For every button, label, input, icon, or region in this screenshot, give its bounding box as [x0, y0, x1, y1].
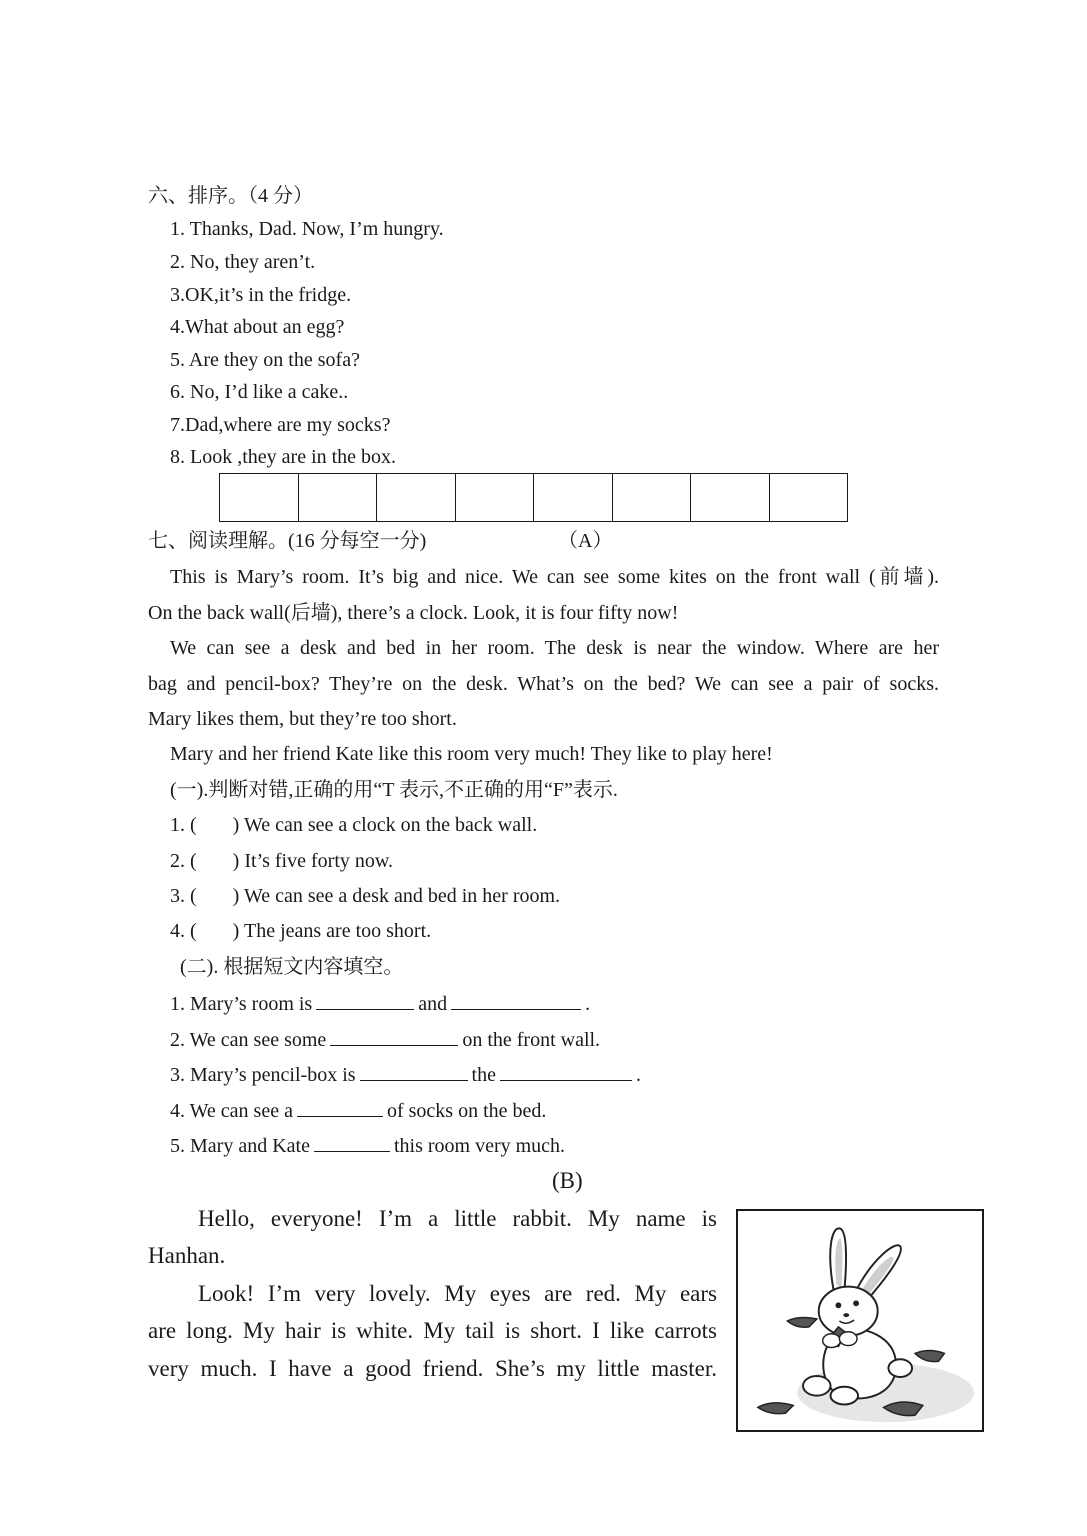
order-answer-box[interactable] [455, 474, 534, 522]
order-item-6: 6. No, I’d like a cake.. [170, 381, 349, 403]
fill-text: on the front wall. [462, 1029, 601, 1051]
tf-statement: It’s five forty now. [244, 850, 394, 872]
part-b-line: are long. My hair is white. My tail is short. I like carrots [148, 1318, 717, 1343]
fill-item-4 [170, 1096, 546, 1124]
tf-close: ) [232, 850, 240, 872]
part-b-line: Hanhan. [148, 1243, 226, 1268]
fill-blank[interactable] [316, 989, 414, 1010]
fill-text: 4. We can see a [170, 1100, 293, 1122]
order-item-7: 7.Dad,where are my socks? [170, 414, 391, 436]
order-answer-box[interactable] [298, 474, 377, 522]
order-answer-grid [219, 473, 848, 522]
part-b-label: (B) [552, 1168, 583, 1193]
tf-statement: The jeans are too short. [243, 920, 432, 942]
order-answer-box[interactable] [220, 474, 299, 522]
fill-blank[interactable] [451, 989, 581, 1010]
fill-item-3 [170, 1060, 641, 1088]
tf-close: ) [232, 814, 240, 836]
fill-text: 2. We can see some [170, 1029, 327, 1051]
tf-item [170, 918, 431, 944]
passage-line: Mary likes them, but they’re too short. [148, 708, 457, 730]
order-answer-box[interactable] [769, 474, 848, 522]
passage-line: We can see a desk and bed in her room. The desk is near the window. Where are her [170, 637, 939, 659]
fill-blank[interactable] [297, 1096, 383, 1117]
fill-text: 3. Mary’s pencil-box is [170, 1064, 356, 1086]
fill-item-5 [170, 1131, 565, 1159]
fill-text: . [635, 1064, 641, 1086]
passage-line: On the back wall(后墙), there’s a clock. Look, it is four fifty now! [148, 602, 679, 624]
fill-blank[interactable] [360, 1060, 468, 1081]
section7-heading: 七、阅读理解。(16 分每空一分) [148, 530, 427, 552]
fill-text: and [418, 993, 448, 1015]
tf-item [170, 812, 537, 838]
tf-close: ) [232, 885, 240, 907]
passage-line: This is Mary’s room. It’s big and nice. We can see some kites on the front wall (前墙). [170, 566, 939, 588]
tf-statement: We can see a desk and bed in her room. [243, 885, 561, 907]
fill-text: this room very much. [393, 1135, 566, 1157]
fill-text: . [585, 993, 591, 1015]
fill-text: the [471, 1064, 496, 1086]
order-item-8: 8. Look ,they are in the box. [170, 446, 397, 468]
rabbit-icon [738, 1211, 982, 1430]
fill-instruction: (二). 根据短文内容填空。 [180, 956, 404, 978]
fill-blank[interactable] [314, 1131, 390, 1152]
section6-heading: 六、排序。（4 分） [148, 185, 313, 207]
order-item-4: 4.What about an egg? [170, 316, 345, 338]
order-item-5: 5. Are they on the sofa? [170, 349, 360, 371]
order-answer-box[interactable] [377, 474, 456, 522]
order-answer-box[interactable] [534, 474, 613, 522]
tf-number: 1. ( [170, 814, 197, 836]
part-b-line: very much. I have a good friend. She’s my little master. [148, 1356, 717, 1381]
tf-item [170, 848, 393, 874]
order-item-1: 1. Thanks, Dad. Now, I’m hungry. [170, 218, 444, 240]
part-b-line: Hello, everyone! I’m a little rabbit. My name is [198, 1206, 717, 1231]
fill-text: 1. Mary’s room is [170, 993, 313, 1015]
fill-text: of socks on the bed. [386, 1100, 547, 1122]
fill-blank[interactable] [330, 1025, 458, 1046]
fill-text: 5. Mary and Kate [170, 1135, 310, 1157]
part-a-label: （A） [558, 530, 613, 552]
tf-number: 2. ( [170, 850, 197, 872]
fill-blank[interactable] [500, 1060, 632, 1081]
order-item-3: 3.OK,it’s in the fridge. [170, 284, 352, 306]
part-b-line: Look! I’m very lovely. My eyes are red. My ears [198, 1281, 717, 1306]
fill-item-1 [170, 989, 590, 1017]
tf-statement: We can see a clock on the back wall. [243, 814, 538, 836]
tf-item [170, 883, 560, 909]
order-answer-box[interactable] [612, 474, 691, 522]
order-answer-box[interactable] [691, 474, 770, 522]
rabbit-illustration [736, 1209, 984, 1432]
tf-instruction: (一).判断对错,正确的用“T 表示,不正确的用“F”表示. [170, 779, 618, 801]
order-item-2: 2. No, they aren’t. [170, 251, 316, 273]
passage-line: bag and pencil-box? They’re on the desk. What’s on the bed? We can see a pair of socks. [148, 673, 939, 695]
fill-item-2 [170, 1025, 600, 1053]
tf-number: 4. ( [170, 920, 197, 942]
tf-close: ) [232, 920, 240, 942]
tf-number: 3. ( [170, 885, 197, 907]
passage-line: Mary and her friend Kate like this room very much! They like to play here! [170, 743, 773, 765]
